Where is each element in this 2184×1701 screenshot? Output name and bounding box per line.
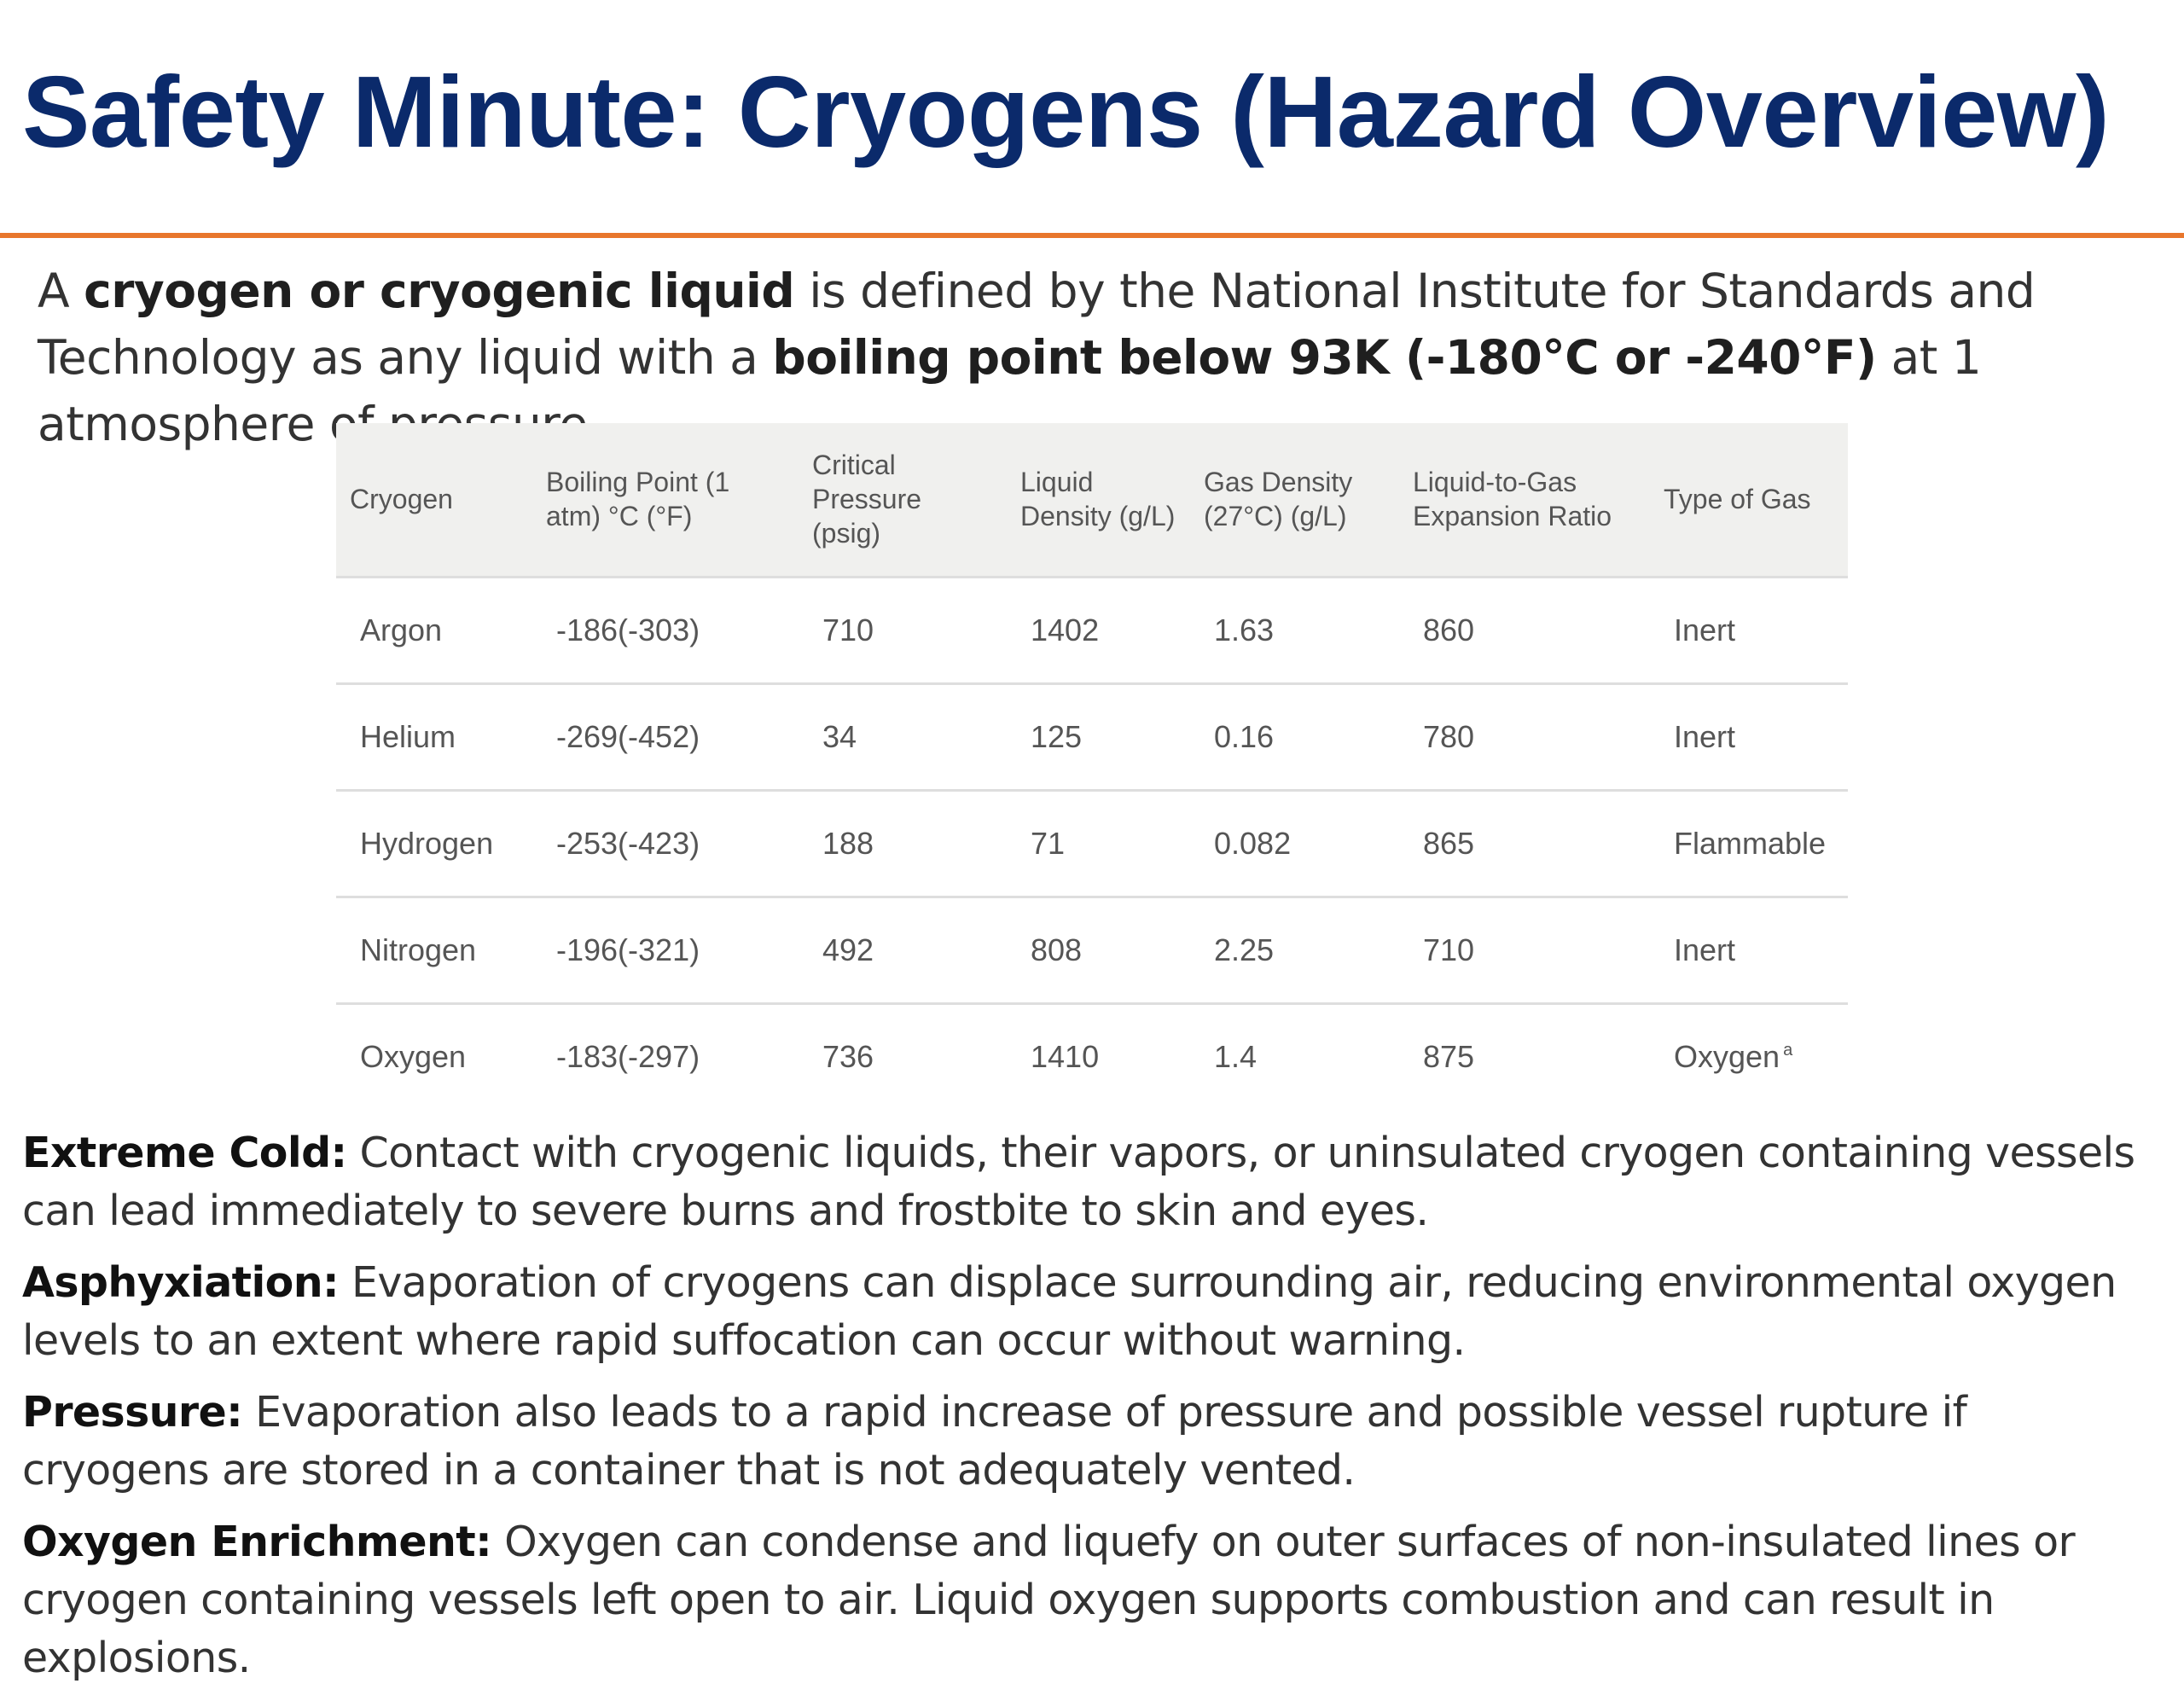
hazard-label: Oxygen Enrichment:: [22, 1518, 492, 1566]
slide-title: Safety Minute: Cryogens (Hazard Overview): [22, 55, 2110, 169]
cell-expansion-ratio: 780: [1399, 683, 1650, 790]
hazard-list: [22, 1124, 2164, 1701]
intro-bold-term: cryogen or cryogenic liquid: [84, 264, 795, 318]
cryogen-table: [336, 423, 1848, 1109]
table-row: [336, 683, 1848, 790]
header-gas-density: Gas Density (27°C) (g/L): [1190, 423, 1399, 577]
cell-boiling-point: -269(-452): [532, 683, 799, 790]
type-of-gas-value: Oxygen: [1674, 1038, 1780, 1074]
cell-liquid-density: 1402: [1007, 577, 1190, 683]
hazard-text: Evaporation also leads to a rapid increase of pressure and possible vessel rupture if cryogens are stored in a container that is not adequately vented.: [22, 1388, 1967, 1495]
cell-gas-density: 1.4: [1214, 1038, 1258, 1074]
cell-type-of-gas: Inert: [1650, 683, 1848, 790]
hazard-label: Extreme Cold:: [22, 1129, 347, 1177]
hazard-label: Asphyxiation:: [22, 1258, 340, 1307]
cell-expansion-ratio: 860: [1399, 577, 1650, 683]
cell-liquid-density: 808: [1007, 897, 1190, 1003]
cell-boiling-point: -253(-423): [532, 790, 799, 897]
hazard-oxygen-enrichment: [22, 1513, 2164, 1687]
cell-critical-pressure: 710: [799, 577, 1007, 683]
hazard-label: Pressure:: [22, 1388, 243, 1437]
footnote-marker: a: [1783, 1040, 1793, 1059]
intro-text-2: is defined by the National Institute for Standards and Technology as any liquid with a: [38, 264, 2036, 385]
cell-expansion-ratio: 865: [1399, 790, 1650, 897]
cell-cryogen: Nitrogen: [336, 897, 532, 1003]
cell-type-of-gas: [1650, 1003, 1848, 1109]
cell-liquid-density: 1410: [1031, 1038, 1100, 1074]
cell-expansion-ratio: 875: [1423, 1038, 1475, 1074]
header-expansion-ratio: Liquid-to-Gas Expansion Ratio: [1399, 423, 1650, 577]
intro-text-3: at 1 atmosphere of pressure.: [38, 330, 1982, 451]
cell-cryogen: Hydrogen: [336, 790, 532, 897]
cell-liquid-density: 125: [1007, 683, 1190, 790]
cell-gas-density: 1.63: [1190, 577, 1399, 683]
header-liquid-density: Liquid Density (g/L): [1007, 423, 1190, 577]
cell-gas-density: 0.082: [1190, 790, 1399, 897]
hazard-extreme-cold: [22, 1124, 2164, 1240]
cell-expansion-ratio: 710: [1399, 897, 1650, 1003]
cell-boiling-point: -183(-297): [556, 1038, 700, 1074]
cell-cryogen: Helium: [336, 683, 532, 790]
cell-critical-pressure: 492: [799, 897, 1007, 1003]
cell-type-of-gas: Flammable: [1650, 790, 1848, 897]
cell-type-of-gas: Inert: [1650, 897, 1848, 1003]
cell-critical-pressure: 34: [799, 683, 1007, 790]
cell-gas-density: 0.16: [1190, 683, 1399, 790]
header-cryogen: Cryogen: [336, 423, 532, 577]
cell-cryogen: Argon: [336, 577, 532, 683]
cell-boiling-point: -186(-303): [532, 577, 799, 683]
cryogen-table-container: [336, 423, 1848, 1109]
hazard-text: Evaporation of cryogens can displace surrounding air, reducing environmental oxygen levels to an extent where rapid suffocation can occur without warning.: [22, 1258, 2117, 1365]
cell-boiling-point: -196(-321): [532, 897, 799, 1003]
cell-cryogen: Oxygen: [360, 1038, 467, 1074]
table-row: [336, 1003, 1848, 1109]
table-row: [336, 897, 1848, 1003]
cell-liquid-density: 71: [1007, 790, 1190, 897]
intro-bold-boiling-point: boiling point below 93K (-180°C or -240°F): [772, 330, 1877, 385]
cell-critical-pressure: 188: [799, 790, 1007, 897]
header-type-of-gas: Type of Gas: [1650, 423, 1848, 577]
header-critical-pressure: Critical Pressure (psig): [799, 423, 1007, 577]
hazard-pressure: [22, 1384, 2164, 1500]
intro-text-1: A: [38, 264, 84, 318]
cell-type-of-gas: Inert: [1650, 577, 1848, 683]
title-divider: [0, 233, 2184, 238]
table-header-row: [336, 423, 1848, 577]
hazard-text: Oxygen can condense and liquefy on outer surfaces of non-insulated lines or cryogen containing vessels left open to air. Liquid oxygen supports combustion and can result in explosions.: [22, 1518, 2075, 1682]
table-row: [336, 577, 1848, 683]
header-boiling-point: Boiling Point (1 atm) °C (°F): [532, 423, 799, 577]
hazard-text: Contact with cryogenic liquids, their vapors, or uninsulated cryogen containing vessels can lead immediately to severe burns and frostbite to skin and eyes.: [22, 1129, 2135, 1235]
cell-critical-pressure: 736: [822, 1038, 874, 1074]
cell-gas-density: 2.25: [1190, 897, 1399, 1003]
hazard-asphyxiation: [22, 1254, 2164, 1370]
table-row: [336, 790, 1848, 897]
